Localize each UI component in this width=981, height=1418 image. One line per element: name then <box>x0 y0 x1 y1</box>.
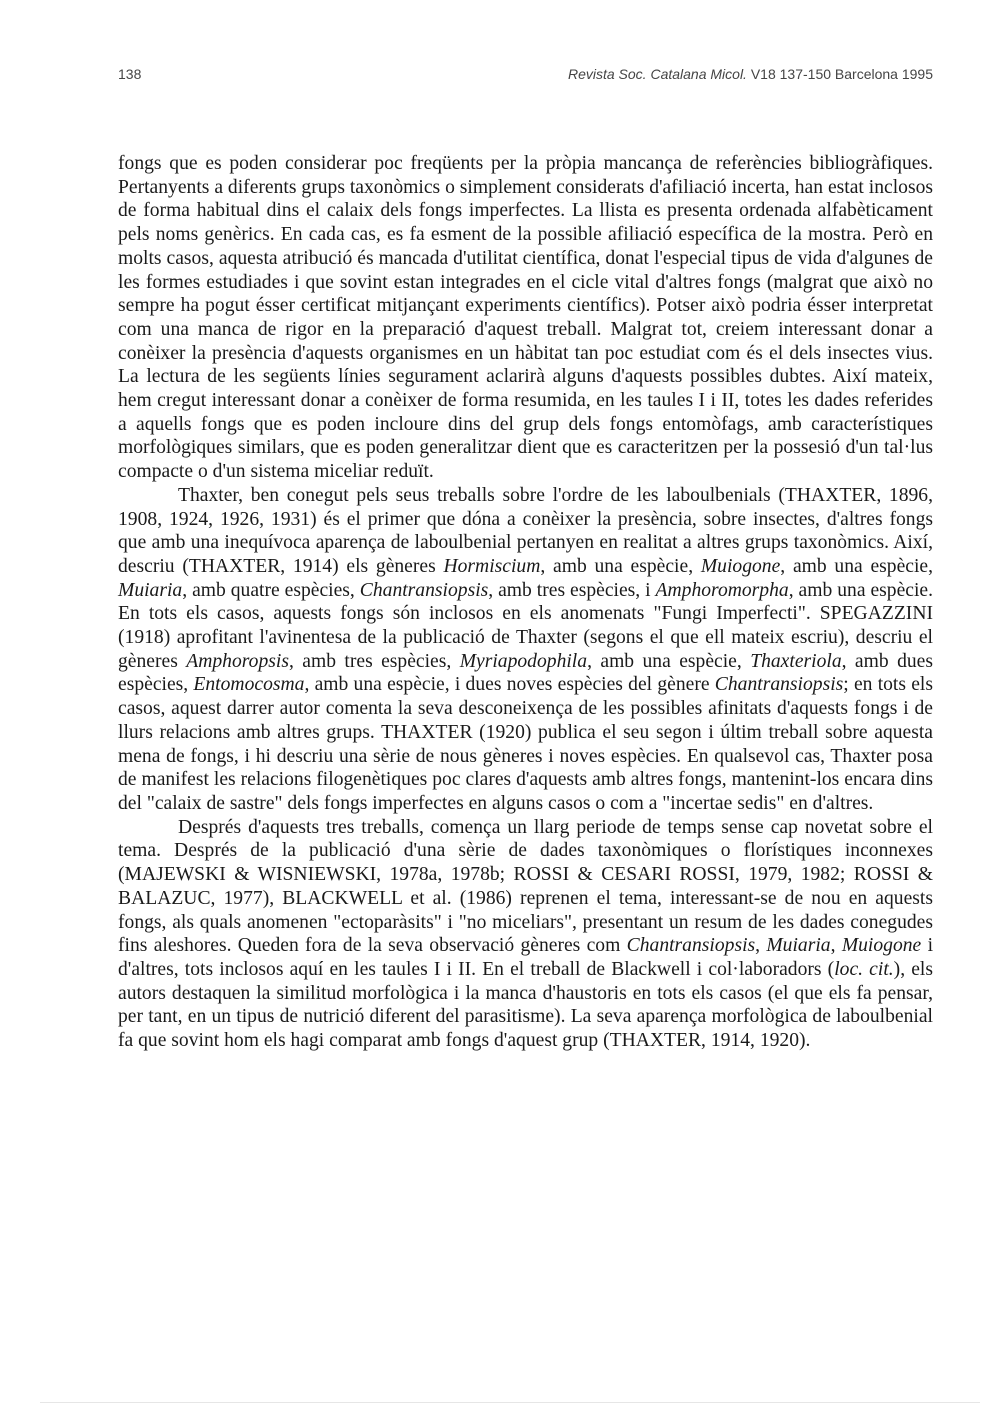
text-run: , amb tres espècies, <box>288 650 460 672</box>
text-run: fongs que es poden considerar poc freqüents per la pròpia mancança de referències bibliogràfiques. Pertanyents a diferents grups taxonòmics o simplement considerats d'afiliació incerta, han estat inclosos de forma habitual dins el calaix dels fongs imperfectes. La llista es presenta ordenada alfabèticament pels noms genèrics. En cada cas, es fa esment de la possible afiliació específica de la mostra. Però en molts casos, aquesta atribució és mancada d'utilitat científica, donat l'especial tipus de vida d'algunes de les formes estudiades i que sovint estan integrades en el cicle vital d'altres fongs (malgrat que això no sempre ha pogut ésser certificat mitjançant experiments científics). Potser això podria ésser interpretat com una manca de rigor en la preparació d'aquest treball. Malgrat tot, creiem interessant donar a conèixer la presència d'aquests organismes en un hàbitat tan poc estudiat com és el dels insectes vius. La lectura de les següents línies segurament aclarirà alguns d'aquests possibles dubtes. Així mateix, hem cregut interessant donar a conèixer de forma resumida, en les taules I i II, totes les dades referides a aquells fongs que es poden incloure dins del grup dels fongs entomòfags, amb característiques morfològiques similars, que es poden generalitzar dient que es caracteritzen per la possesió d'un tal·lus compacte o d'un sistema miceliar reduït. <box>118 153 933 483</box>
text-run: , amb una espècie. En tots els casos, aquests fongs són inclosos en els anomenats "Fungi Imperfecti". SPEGAZZINI (1918) aprofitant l'avinentesa de la publicació de Thaxter (segons el que ell mateix escriu), descriu el gèneres <box>118 579 934 672</box>
article-body <box>118 152 933 1053</box>
body-paragraph <box>118 484 933 816</box>
body-paragraph <box>118 816 933 1053</box>
italic-term: Thaxteriola <box>750 650 842 672</box>
journal-citation <box>568 66 933 82</box>
italic-term: Muiogone <box>841 935 922 957</box>
page-number: 138 <box>118 66 142 82</box>
italic-term: Entomocosma <box>193 674 305 696</box>
text-run: , amb una espècie, <box>780 555 934 577</box>
text-run: , <box>755 935 767 957</box>
text-run: , amb una espècie, i dues noves espècies del gènere <box>304 674 715 696</box>
italic-term: Myriapodophila <box>459 650 588 672</box>
scan-edge-line <box>40 1402 980 1403</box>
text-run: ; en tots els casos, aquest darrer autor comenta la seva desconeixença de les possibles afinitats d'aquests fongs i de llurs relacions amb altres grups. THAXTER (1920) publica el seu segon i últim treball sobre aquesta mena de fongs, i hi descriu una sèrie de nous gèneres i noves espècies. En qualsevol cas, Thaxter posa de manifest les relacions filogenètiques poc clares d'aquests amb altres fongs, mantenint-los encara dins del "calaix de sastre" dels fongs imperfectes en alguns casos o com a "incertae sedis" en d'altres. <box>118 674 934 814</box>
italic-term: Hormiscium <box>443 555 541 577</box>
text-run: , amb quatre espècies, <box>182 579 360 601</box>
journal-name: Revista Soc. Catalana Micol. <box>567 66 747 82</box>
italic-term: Muiaria <box>766 935 831 957</box>
text-run: , amb una espècie, <box>540 555 701 577</box>
body-paragraph <box>118 152 933 484</box>
text-run: , amb una espècie, <box>587 650 751 672</box>
volume-pages-place-year: V18 137-150 Barcelona 1995 <box>750 66 933 82</box>
italic-term: Amphoropsis <box>186 650 289 672</box>
running-header <box>118 66 933 88</box>
text-run: i d'altres, tots inclosos aquí en les taules I i II. En el treball de Blackwell i col·laboradors ( <box>118 935 934 980</box>
italic-term: Muiaria <box>118 579 183 601</box>
italic-term: Muiogone <box>700 555 781 577</box>
text-run: , amb dues espècies, <box>118 650 933 696</box>
italic-term: loc. cit. <box>834 958 894 980</box>
italic-term: Amphoromorpha <box>655 579 789 601</box>
text-run: Thaxter, ben conegut pels seus treballs sobre l'ordre de les laboulbenials (THAXTER, 1896, 1908, 1924, 1926, 1931) és el primer que dóna a conèixer la presència, sobre insectes, d'altres fongs que amb una inequívoca aparença de laboulbenial pertanyen en realitat a altres grups taxonòmics. Així, descriu (THAXTER, 1914) els gèneres <box>118 484 933 577</box>
text-run: , amb tres espècies, i <box>488 579 656 601</box>
italic-term: Chantransiopsis <box>714 674 844 696</box>
italic-term: Chantransiopsis <box>626 935 756 957</box>
text-run: ), els autors destaquen la similitud morfològica i la manca d'haustoris en tots els casos (el que els fa pensar, per tant, en un tipus de nutrició diferent del parasitisme). La seva aparença morfològica de laboulbenial fa que sovint hom els hagi comparat amb fongs d'aquest grup (THAXTER, 1914, 1920). <box>118 958 934 1052</box>
italic-term: Chantransiopsis <box>359 579 489 601</box>
text-run: , <box>830 935 842 957</box>
text-run: Després d'aquests tres treballs, comença un llarg periode de temps sense cap novetat sobre el tema. Després de la publicació d'una sèrie de dades taxonòmiques o florístiques inconnexes (MAJEWSKI & WISNIEWSKI, 1978a, 1978b; ROSSI & CESARI ROSSI, 1979, 1982; ROSSI & BALAZUC, 1977), BLACKWELL et al. (1986) reprenen el tema, interessant-se de nou en aquests fongs, als quals anomenen "ectoparàsits" i "no miceliars", presentant un resum de les dades conegudes fins aleshores. Queden fora de la seva observació gèneres com <box>118 816 933 957</box>
